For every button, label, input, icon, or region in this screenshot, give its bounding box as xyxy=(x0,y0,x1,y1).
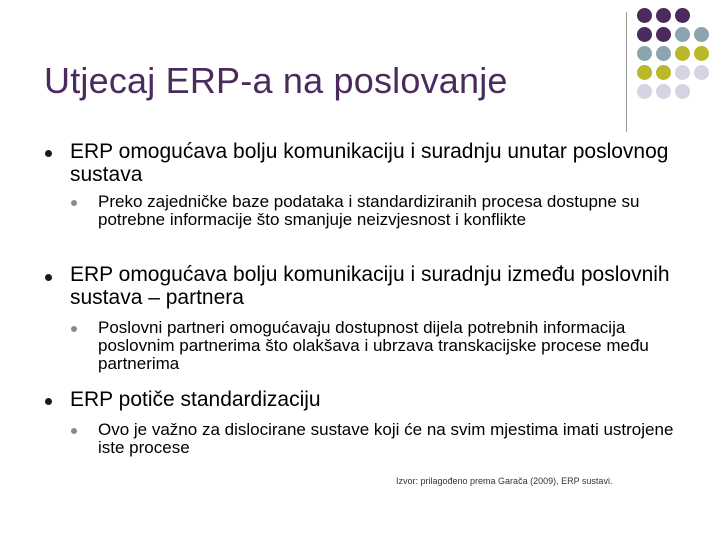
sub-bullet-marker xyxy=(71,200,77,206)
source-citation: Izvor: prilagođeno prema Garača (2009), ERP sustavi. xyxy=(396,476,613,486)
sub-bullet-text: Poslovni partneri omogućavaju dostupnost dijela potrebnih informacija poslovnim partnerima što olakšava i ubrzava transkacijske procese među partnerima xyxy=(98,318,649,373)
sub-bullet-text: Ovo je važno za dislocirane sustave koji će na svim mjestima imati ustrojene iste procese xyxy=(98,420,674,457)
bullet-marker xyxy=(45,398,52,405)
bullet-marker xyxy=(45,150,52,157)
bullet-text: ERP potiče standardizaciju xyxy=(70,388,321,411)
sub-bullet-text: Preko zajedničke baze podataka i standardiziranih procesa dostupne su potrebne informacije što smanjuje neizvjesnost i konflikte xyxy=(98,192,640,229)
sub-bullet-marker xyxy=(71,428,77,434)
bullet-marker xyxy=(45,274,52,281)
slide-title: Utjecaj ERP-a na poslovanje xyxy=(44,60,508,101)
bullet-text: ERP omogućava bolju komunikaciju i suradnju između poslovnih sustava – partnera xyxy=(70,263,670,309)
bullet-text: ERP omogućava bolju komunikaciju i suradnju unutar poslovnog sustava xyxy=(70,140,669,186)
sub-bullet-marker xyxy=(71,326,77,332)
